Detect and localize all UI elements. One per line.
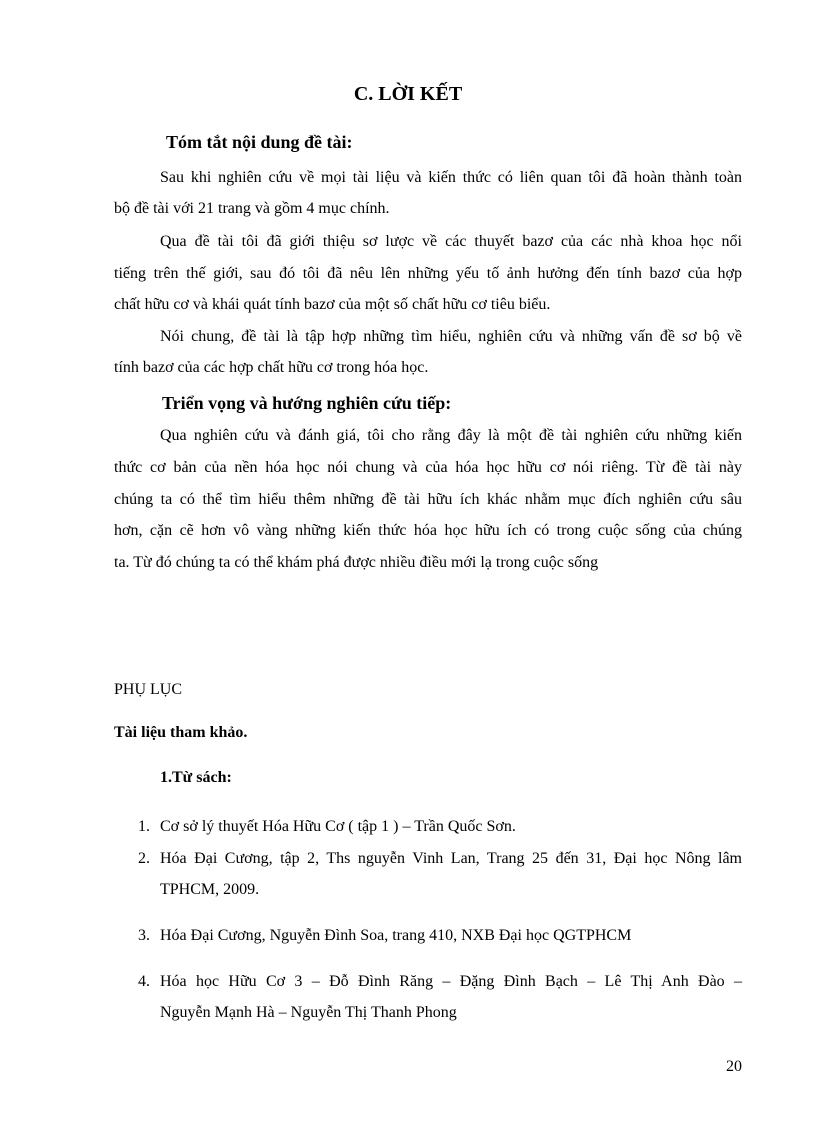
page-number: 20 (726, 1058, 742, 1075)
summary-line: Nói chung, đề tài là tập hợp những tìm hiểu, nghiên cứu và những vấn đề sơ bộ về (160, 328, 742, 345)
reference-number: 2. (138, 850, 150, 867)
summary-line: chất hữu cơ và khái quát tính bazơ của một số chất hữu cơ tiêu biểu. (114, 296, 551, 313)
summary-title: Tóm tắt nội dung đề tài: (166, 132, 353, 152)
summary-line: tính bazơ của các hợp chất hữu cơ trong hóa học. (114, 359, 429, 376)
reference-item: Hóa học Hữu Cơ 3 – Đỗ Đình Răng – Đặng Đình Bạch – Lê Thị Anh Đào – (160, 973, 742, 990)
prospects-line: Qua nghiên cứu và đánh giá, tôi cho rằng đây là một đề tài nghiên cứu những kiến (160, 427, 742, 444)
prospects-line: ta. Từ đó chúng ta có thể khám phá được nhiều điều mới lạ trong cuộc sống (114, 554, 599, 571)
summary-line: Sau khi nghiên cứu về mọi tài liệu và kiến thức có liên quan tôi đã hoàn thành toàn (160, 169, 742, 186)
prospects-line: chúng ta có thể tìm hiểu thêm những đề tài hữu ích khác nhằm mục đích nghiên cứu sâu (114, 491, 742, 508)
appendix-title: PHỤ LỤC (114, 681, 183, 698)
summary-line: bộ đề tài với 21 trang và gồm 4 mục chính. (114, 200, 390, 217)
references-title: Tài liệu tham khảo. (114, 724, 248, 741)
prospects-line: hơn, cặn cẽ hơn vô vàng những kiến thức hóa học hữu ích có trong cuộc sống của chúng (114, 522, 742, 539)
reference-item: Cơ sở lý thuyết Hóa Hữu Cơ ( tập 1 ) – Trần Quốc Sơn. (160, 818, 516, 835)
summary-line: Qua đề tài tôi đã giới thiệu sơ lược về các thuyết bazơ của các nhà khoa học nổi (160, 233, 742, 250)
reference-number: 4. (138, 973, 150, 990)
prospects-line: thức cơ bản của nền hóa học nói chung và của hóa học hữu cơ nói riêng. Từ đề tài này (114, 459, 742, 476)
books-title: 1.Từ sách: (160, 769, 232, 786)
summary-line: tiếng trên thế giới, sau đó tôi đã nêu lên những yếu tố ảnh hưởng đến tính bazơ của hợp (114, 265, 742, 282)
reference-item: Hóa Đại Cương, Nguyễn Đình Soa, trang 410, NXB Đại học QGTPHCM (160, 927, 632, 944)
reference-number: 3. (138, 927, 150, 944)
conclusion-heading: C. LỜI KẾT (353, 83, 463, 105)
reference-item: TPHCM, 2009. (160, 881, 260, 898)
reference-item: Nguyễn Mạnh Hà – Nguyễn Thị Thanh Phong (160, 1004, 457, 1021)
reference-item: Hóa Đại Cương, tập 2, Ths nguyễn Vinh Lan, Trang 25 đến 31, Đại học Nông lâm (160, 850, 742, 867)
reference-number: 1. (138, 818, 150, 835)
prospects-title: Triển vọng và hướng nghiên cứu tiếp: (162, 393, 452, 413)
